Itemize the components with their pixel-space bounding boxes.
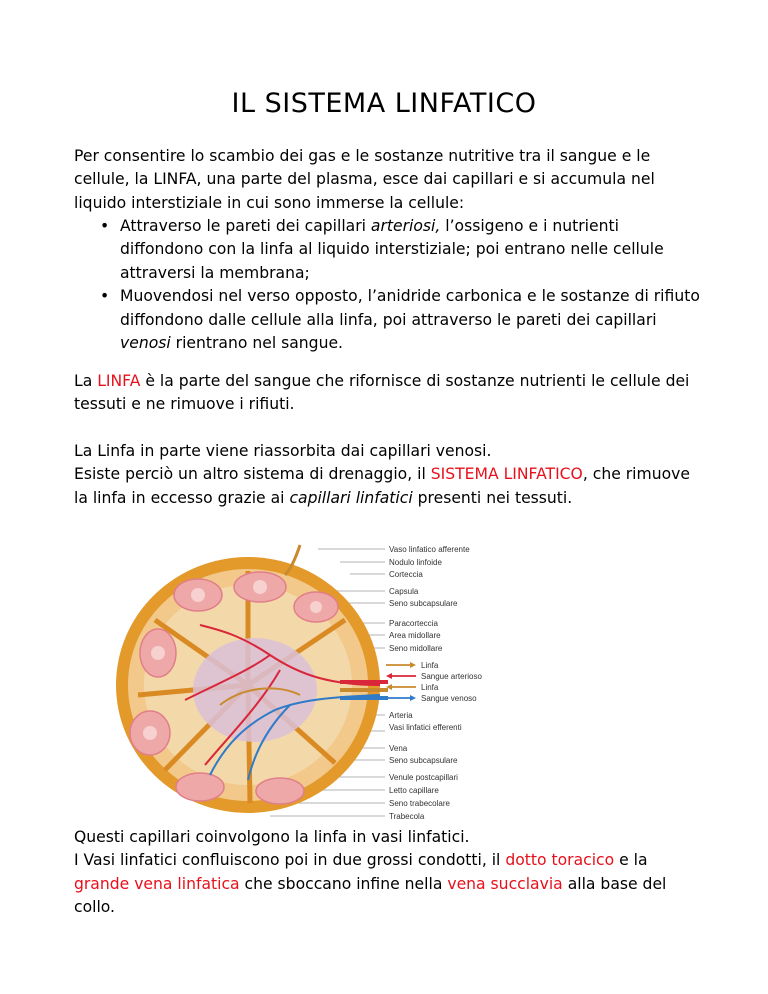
label-vena: Vena	[389, 744, 408, 753]
label-seno-subcapsulare: Seno subcapsulare	[389, 599, 458, 608]
dotto-toracico-highlight: dotto toracico	[505, 851, 615, 870]
legend-sangue-venoso: Sangue venoso	[421, 694, 477, 703]
vena-succlavia-highlight: vena succlavia	[447, 874, 563, 893]
label-trabecola: Trabecola	[389, 812, 425, 821]
label-corteccia: Corteccia	[389, 570, 423, 579]
sistema-paragraph: La Linfa in parte viene riassorbita dai capillari venosi. Esiste perciò un altro sistema di drenaggio, il SISTEMA LINFATICO, che rimuove la linfa in eccesso grazie ai capillari linfatici presenti nei tessuti.	[74, 442, 690, 507]
label-nodulo-linfoide: Nodulo linfoide	[389, 558, 442, 567]
label-letto-capillare: Letto capillare	[389, 786, 439, 795]
sistema-highlight: SISTEMA LINFATICO	[430, 465, 583, 484]
legend-arrows	[386, 662, 416, 701]
label-seno-trabecolare: Seno trabecolare	[389, 799, 450, 808]
label-venule-postcapillari: Venule postcapillari	[389, 773, 458, 782]
closing-paragraph: Questi capillari coinvolgono la linfa in vasi linfatici. I Vasi linfatici confluiscono poi in due grossi condotti, il dotto toracico e la grande vena linfatica che sboccano infine nella vena succlavia alla base del collo.	[74, 828, 667, 917]
legend-sangue-arterioso: Sangue arterioso	[421, 672, 482, 681]
legend-linfa-2: Linfa	[421, 683, 439, 692]
label-capsula: Capsula	[389, 587, 419, 596]
label-vasi-efferenti	[389, 723, 462, 732]
label-area-midollare: Area midollare	[389, 631, 441, 640]
bullet-item: • Muovendosi nel verso opposto, l’anidride carbonica e le sostanze di rifiuto diffondono dalle cellule alla linfa, poi attraverso le pareti dei capillari venosi rientrano nel sangue.	[74, 285, 704, 355]
label-paracorteccia: Paracorteccia	[389, 619, 438, 628]
label-seno-midollare: Seno midollare	[389, 644, 443, 653]
grande-vena-highlight: grande vena linfatica	[74, 874, 240, 893]
label-vaso-afferente: Vaso linfatico afferente	[389, 545, 470, 554]
lymph-node-diagram	[0, 535, 768, 825]
label-arteria: Arteria	[389, 711, 413, 720]
bullet-item: • Attraverso le pareti dei capillari arteriosi, l’ossigeno e i nutrienti diffondono con la linfa al liquido interstiziale; poi entrano nelle cellule attraversi la membrana;	[74, 215, 704, 285]
legend-linfa: Linfa	[421, 661, 439, 670]
label-seno-subcapsulare-2: Seno subcapsulare	[389, 756, 458, 765]
page-title: IL SISTEMA LINFATICO	[231, 88, 537, 119]
linfa-paragraph: La LINFA è la parte del sangue che rifornisce di sostanze nutrienti le cellule dei tessuti e ne rimuove i rifiuti.	[74, 372, 690, 414]
intro-paragraph: Per consentire lo scambio dei gas e le sostanze nutritive tra il sangue e le cellule, la LINFA, una parte del plasma, esce dai capillari e si accumula nel liquido interstiziale in cui sono immerse la cellule:	[74, 147, 655, 212]
label-vasi-efferenti-text: Vasi linfatici efferenti	[389, 723, 462, 732]
linfa-highlight: LINFA	[97, 372, 141, 390]
bullet-list	[74, 215, 704, 355]
